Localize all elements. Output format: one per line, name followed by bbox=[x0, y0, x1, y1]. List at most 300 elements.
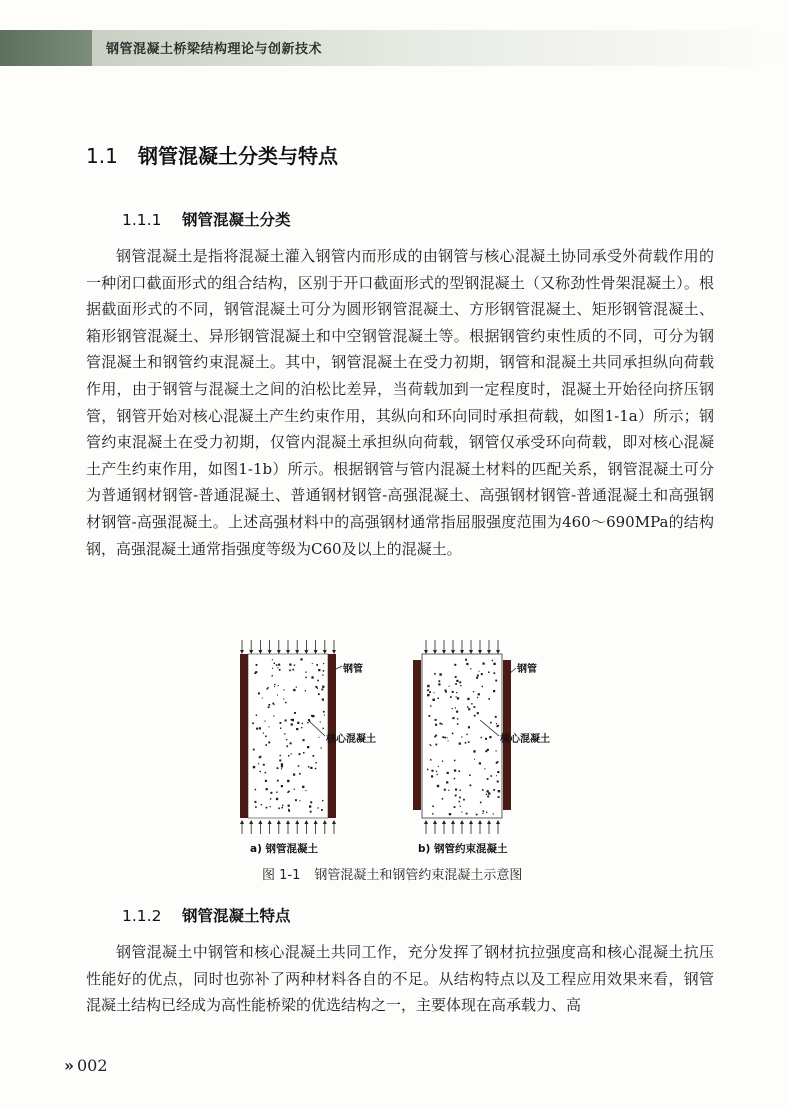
aggregate-dot bbox=[265, 721, 266, 722]
aggregate-dot bbox=[465, 742, 467, 744]
aggregate-dot bbox=[310, 801, 312, 803]
figure-1-1 bbox=[222, 640, 582, 880]
aggregate-dot bbox=[278, 664, 280, 666]
aggregate-dot bbox=[317, 807, 318, 808]
label-core-a: 核心混凝土 bbox=[326, 734, 376, 745]
aggregate-dot bbox=[285, 702, 287, 704]
steel-tube-left-b bbox=[413, 660, 421, 810]
load-arrows-bottom-b bbox=[426, 822, 498, 834]
aggregate-dot bbox=[460, 685, 461, 686]
subsection-heading-2 bbox=[122, 904, 291, 926]
aggregate-dot bbox=[427, 769, 429, 771]
aggregate-dot bbox=[252, 722, 254, 724]
aggregate-dot bbox=[487, 778, 489, 780]
aggregate-dot bbox=[467, 706, 469, 708]
aggregate-dot bbox=[474, 759, 475, 760]
aggregate-dot bbox=[454, 769, 456, 771]
aggregate-dot bbox=[476, 677, 478, 679]
aggregate-dot bbox=[457, 723, 459, 725]
subsection-number-1: 1.1.1 bbox=[122, 211, 162, 229]
aggregate-dot bbox=[306, 790, 307, 791]
aggregate-dot bbox=[485, 738, 487, 740]
aggregate-dot bbox=[477, 675, 479, 677]
aggregate-dot bbox=[272, 659, 273, 660]
aggregate-dot bbox=[315, 762, 316, 763]
aggregate-dot bbox=[281, 763, 283, 765]
aggregate-dot bbox=[280, 722, 282, 724]
aggregate-dot bbox=[323, 711, 325, 713]
aggregate-dot bbox=[493, 789, 495, 791]
aggregate-dot bbox=[463, 799, 465, 801]
aggregate-dot bbox=[285, 720, 287, 722]
aggregate-dot bbox=[253, 749, 255, 751]
aggregate-dot bbox=[448, 790, 449, 791]
aggregate-dot bbox=[265, 744, 267, 746]
aggregate-dot bbox=[452, 708, 453, 709]
aggregate-dot bbox=[286, 745, 288, 747]
aggregate-dot bbox=[280, 755, 281, 756]
aggregate-dot bbox=[459, 743, 461, 745]
aggregate-dot bbox=[283, 698, 284, 699]
aggregate-dot bbox=[454, 806, 456, 808]
aggregate-dot bbox=[482, 789, 484, 791]
aggregate-dot bbox=[432, 813, 433, 814]
aggregate-dot bbox=[489, 736, 491, 738]
aggregate-dot bbox=[315, 768, 317, 770]
aggregate-dot bbox=[305, 677, 307, 679]
aggregate-dot bbox=[258, 692, 260, 694]
aggregate-dot bbox=[456, 692, 457, 693]
aggregate-dot bbox=[307, 746, 309, 748]
aggregate-dot bbox=[255, 671, 257, 673]
core-concrete-a bbox=[248, 654, 328, 818]
aggregate-dot bbox=[488, 792, 490, 794]
aggregate-dot bbox=[459, 797, 461, 799]
aggregate-dot bbox=[486, 794, 487, 795]
aggregate-dot bbox=[473, 750, 475, 752]
aggregate-dot bbox=[483, 663, 485, 665]
aggregate-dot bbox=[454, 778, 456, 780]
load-arrows-bottom-a bbox=[242, 822, 334, 834]
aggregate-dot bbox=[490, 722, 492, 724]
aggregate-dot bbox=[498, 790, 500, 792]
load-arrows-top-b bbox=[426, 640, 498, 652]
aggregate-dot bbox=[316, 664, 318, 666]
aggregate-dot bbox=[276, 792, 277, 793]
subcaption-b: b) 钢管约束混凝土 bbox=[418, 843, 508, 855]
aggregate-dot bbox=[296, 687, 297, 688]
aggregate-dot bbox=[323, 670, 325, 672]
aggregate-dot bbox=[456, 696, 457, 697]
aggregate-dot bbox=[439, 723, 441, 725]
aggregate-dot bbox=[459, 801, 461, 803]
aggregate-dot bbox=[256, 715, 257, 716]
aggregate-dot bbox=[270, 798, 271, 799]
aggregate-dot bbox=[483, 810, 485, 812]
aggregate-dot bbox=[259, 757, 261, 759]
aggregate-dot bbox=[303, 752, 305, 754]
aggregate-dot bbox=[305, 690, 306, 691]
aggregate-dot bbox=[496, 750, 497, 751]
aggregate-dot bbox=[444, 737, 446, 739]
page-footer bbox=[64, 1056, 108, 1075]
aggregate-dot bbox=[310, 811, 312, 813]
aggregate-dot bbox=[286, 739, 287, 740]
aggregate-dot bbox=[289, 670, 291, 672]
aggregate-dot bbox=[288, 805, 290, 807]
aggregate-dot bbox=[313, 755, 315, 757]
aggregate-dot bbox=[258, 763, 259, 764]
aggregate-dot bbox=[321, 689, 323, 691]
aggregate-dot bbox=[458, 770, 460, 772]
aggregate-dot bbox=[318, 669, 320, 671]
aggregate-dot bbox=[454, 664, 456, 666]
aggregate-dot bbox=[272, 675, 273, 676]
aggregate-dot bbox=[452, 733, 454, 735]
aggregate-dot bbox=[466, 813, 468, 815]
aggregate-dot bbox=[476, 814, 478, 816]
aggregate-dot bbox=[291, 723, 293, 725]
aggregate-dot bbox=[272, 703, 274, 705]
aggregate-dot bbox=[312, 663, 313, 664]
aggregate-dot bbox=[292, 669, 294, 671]
aggregate-dot bbox=[278, 685, 279, 686]
aggregate-dot bbox=[466, 734, 467, 735]
aggregate-dot bbox=[473, 691, 474, 692]
aggregate-dot bbox=[467, 698, 469, 700]
label-tube-a: 钢管 bbox=[343, 664, 363, 675]
aggregate-dot bbox=[277, 667, 278, 668]
aggregate-dot bbox=[294, 712, 296, 714]
aggregate-dot bbox=[452, 691, 454, 693]
aggregate-dot bbox=[474, 715, 476, 717]
aggregate-dot bbox=[317, 680, 319, 682]
aggregate-dot bbox=[460, 806, 461, 807]
aggregate-dot bbox=[455, 676, 457, 678]
aggregate-dot bbox=[429, 691, 431, 693]
aggregate-dot bbox=[439, 673, 441, 675]
aggregate-dot bbox=[298, 765, 300, 767]
aggregate-dot bbox=[256, 728, 258, 730]
aggregate-dot bbox=[457, 718, 458, 719]
aggregate-dot bbox=[496, 723, 497, 724]
aggregate-dot bbox=[468, 741, 470, 743]
aggregate-dot bbox=[488, 672, 490, 674]
diagram-concrete-filled-tube bbox=[240, 640, 376, 855]
aggregate-dot bbox=[497, 771, 499, 773]
aggregate-dot bbox=[492, 660, 493, 661]
aggregate-dot bbox=[272, 668, 273, 669]
aggregate-dot bbox=[291, 753, 292, 754]
aggregate-dot bbox=[468, 726, 470, 728]
aggregate-dot bbox=[459, 681, 461, 683]
aggregate-dot bbox=[445, 689, 447, 691]
aggregate-dot bbox=[309, 805, 311, 807]
aggregate-dot bbox=[497, 781, 499, 783]
double-chevron-icon: » bbox=[64, 1056, 71, 1075]
aggregate-dot bbox=[274, 684, 275, 685]
subcaption-a: a) 钢管混凝土 bbox=[250, 843, 319, 855]
aggregate-dot bbox=[320, 721, 321, 722]
label-core-b: 核心混凝土 bbox=[500, 734, 550, 745]
aggregate-dot bbox=[452, 717, 454, 719]
aggregate-dot bbox=[493, 690, 495, 692]
aggregate-dot bbox=[455, 796, 456, 797]
aggregate-dot bbox=[466, 663, 468, 665]
aggregate-dot bbox=[317, 688, 318, 689]
aggregate-dot bbox=[429, 715, 431, 717]
aggregate-dot bbox=[270, 792, 272, 794]
figure-caption-label: 图 1-1 bbox=[262, 868, 301, 883]
aggregate-dot bbox=[299, 800, 300, 801]
section-heading bbox=[86, 140, 338, 169]
aggregate-dot bbox=[498, 796, 500, 798]
aggregate-dot bbox=[430, 759, 432, 761]
aggregate-dot bbox=[444, 789, 446, 791]
aggregate-dot bbox=[432, 806, 434, 808]
aggregate-dot bbox=[260, 771, 261, 772]
aggregate-dot bbox=[288, 809, 290, 811]
aggregate-dot bbox=[496, 775, 497, 776]
section-number: 1.1 bbox=[86, 144, 118, 168]
aggregate-dot bbox=[274, 704, 275, 705]
aggregate-dot bbox=[281, 807, 283, 809]
aggregate-dot bbox=[448, 740, 449, 741]
aggregate-dot bbox=[477, 697, 478, 698]
aggregate-dot bbox=[281, 768, 282, 769]
aggregate-dot bbox=[446, 781, 448, 783]
aggregate-dot bbox=[279, 669, 281, 671]
aggregate-dot bbox=[295, 799, 297, 801]
aggregate-dot bbox=[294, 789, 295, 790]
aggregate-dot bbox=[441, 723, 443, 725]
aggregate-dot bbox=[299, 753, 301, 755]
aggregate-dot bbox=[262, 698, 263, 699]
aggregate-dot bbox=[276, 798, 278, 800]
aggregate-dot bbox=[322, 674, 323, 675]
aggregate-dot bbox=[430, 705, 431, 706]
aggregate-dot bbox=[268, 742, 270, 744]
aggregate-dot bbox=[442, 736, 444, 738]
diagram-tube-confined-concrete bbox=[413, 640, 550, 855]
aggregate-dot bbox=[456, 711, 458, 713]
aggregate-dot bbox=[266, 688, 267, 689]
aggregate-dot bbox=[435, 719, 437, 721]
aggregate-dot bbox=[255, 806, 257, 808]
aggregate-dot bbox=[470, 668, 471, 669]
aggregate-dot bbox=[470, 785, 472, 787]
aggregate-dot bbox=[310, 767, 312, 769]
aggregate-dot bbox=[433, 699, 435, 701]
aggregate-dot bbox=[300, 658, 302, 660]
aggregate-dot bbox=[274, 686, 275, 687]
aggregate-dot bbox=[468, 708, 470, 710]
aggregate-dot bbox=[265, 780, 267, 782]
aggregate-dot bbox=[311, 676, 313, 678]
aggregate-dot bbox=[293, 774, 295, 776]
aggregate-dot bbox=[435, 744, 437, 746]
aggregate-dot bbox=[477, 712, 479, 714]
body-paragraph-classification: 钢管混凝土是指将混凝土灌入钢管内而形成的由钢管与核心混凝土协同承受外荷载作用的一种闭口截面形式的组合结构，区别于开口截面形式的型钢混凝土（又称劲性骨架混凝土）。根据截面形式的不同，钢管混凝土可分为圆形钢管混凝土、方形钢管混凝土、矩形钢管混凝土、箱形钢管混凝土、异形钢管混凝土和中空钢管混凝土等。根据钢管约束性质的不同，可分为钢管混凝土和钢管约束混凝土。其中，钢管混凝土在受力初期，钢管和混凝土共同承担纵向荷载作用，由于钢管与混凝土之间的泊松比差异，当荷载加到一定程度时，混凝土开始径向挤压钢管，钢管开始对核心混凝土产生约束作用，其纵向和环向同时承担荷载，如图1-1a）所示；钢管约束混凝土在受力初期，仅管内混凝土承担纵向荷载，钢管仅承受环向荷载，即对核心混凝土产生约束作用，如图1-1b）所示。根据钢管与管内混凝土材料的匹配关系，钢管混凝土可分为普通钢材钢管-普通混凝土、普通钢材钢管-高强混凝土、高强钢材钢管-普通混凝土和高强钢材钢管-高强混凝土。上述高强材料中的高强钢材通常指屈服强度范围为460～690MPa的结构钢，高强混凝土通常指强度等级为C60及以上的混凝土。 bbox=[86, 247, 714, 558]
aggregate-dot bbox=[493, 663, 495, 665]
aggregate-dot bbox=[265, 772, 267, 774]
aggregate-dot bbox=[288, 755, 290, 757]
aggregate-dot bbox=[474, 706, 476, 708]
subsection-number-2: 1.1.2 bbox=[122, 907, 162, 925]
aggregate-dot bbox=[296, 728, 298, 730]
aggregate-dot bbox=[486, 812, 487, 813]
aggregate-dot bbox=[268, 706, 270, 708]
aggregate-dot bbox=[307, 722, 308, 723]
aggregate-dot bbox=[478, 693, 480, 695]
aggregate-dot bbox=[429, 744, 430, 745]
aggregate-dot bbox=[471, 703, 472, 704]
aggregate-dot bbox=[299, 773, 301, 775]
aggregate-dot bbox=[277, 780, 279, 782]
aggregate-dot bbox=[479, 762, 481, 764]
aggregate-dot bbox=[322, 699, 324, 701]
label-tube-b: 钢管 bbox=[517, 664, 537, 675]
aggregate-dot bbox=[431, 775, 433, 777]
aggregate-dot bbox=[456, 680, 458, 682]
aggregate-dot bbox=[281, 766, 283, 768]
aggregate-dot bbox=[253, 766, 255, 768]
aggregate-dot bbox=[254, 801, 256, 803]
aggregate-dot bbox=[318, 737, 319, 738]
aggregate-dot bbox=[455, 789, 457, 791]
aggregate-dot bbox=[427, 694, 429, 696]
aggregate-dot bbox=[434, 673, 436, 675]
section-title: 钢管混凝土分类与特点 bbox=[138, 144, 338, 168]
aggregate-dot bbox=[436, 771, 437, 772]
aggregate-dot bbox=[289, 664, 291, 666]
aggregate-dot bbox=[270, 806, 271, 807]
aggregate-dot bbox=[450, 696, 452, 698]
aggregate-dot bbox=[305, 672, 306, 673]
aggregate-dot bbox=[479, 671, 480, 672]
subsection-heading-1 bbox=[122, 208, 291, 230]
aggregate-dot bbox=[256, 664, 258, 666]
aggregate-dot bbox=[442, 798, 444, 800]
aggregate-dot bbox=[454, 760, 456, 762]
aggregate-dot bbox=[496, 726, 498, 728]
aggregate-dot bbox=[290, 742, 292, 744]
aggregate-dot bbox=[322, 686, 324, 688]
aggregate-dot bbox=[281, 785, 283, 787]
aggregate-dot bbox=[266, 807, 268, 809]
aggregate-dot bbox=[274, 663, 275, 664]
aggregate-dot bbox=[481, 673, 483, 675]
aggregate-dot bbox=[297, 722, 299, 724]
aggregate-dot bbox=[481, 737, 482, 738]
aggregate-dot bbox=[437, 785, 439, 787]
aggregate-dot bbox=[480, 802, 482, 804]
aggregate-dot bbox=[302, 723, 303, 724]
aggregate-dot bbox=[322, 800, 323, 801]
aggregate-dot bbox=[438, 680, 440, 682]
figure-caption bbox=[262, 864, 522, 883]
aggregate-dot bbox=[469, 775, 471, 777]
aggregate-dot bbox=[293, 689, 295, 691]
aggregate-dot bbox=[284, 733, 285, 734]
aggregate-dot bbox=[449, 813, 451, 815]
aggregate-dot bbox=[435, 724, 437, 726]
aggregate-dot bbox=[292, 719, 294, 721]
aggregate-dot bbox=[495, 716, 497, 718]
aggregate-dot bbox=[442, 761, 443, 762]
aggregate-dot bbox=[259, 727, 261, 729]
aggregate-dot bbox=[493, 813, 494, 814]
aggregate-dot bbox=[490, 775, 492, 777]
aggregate-dot bbox=[428, 689, 429, 690]
aggregate-dot bbox=[431, 770, 433, 772]
aggregate-dot bbox=[276, 664, 278, 666]
aggregate-dot bbox=[488, 698, 490, 700]
aggregate-dot bbox=[255, 789, 257, 791]
aggregate-dot bbox=[438, 766, 439, 767]
aggregate-dot bbox=[438, 698, 440, 700]
aggregate-dot bbox=[434, 692, 435, 693]
aggregate-dot bbox=[434, 736, 436, 738]
aggregate-dot bbox=[269, 726, 270, 727]
aggregate-dot bbox=[494, 672, 496, 674]
header-dark-block bbox=[0, 30, 92, 66]
aggregate-dot bbox=[321, 809, 323, 811]
aggregate-dot bbox=[318, 693, 320, 695]
aggregate-dot bbox=[324, 715, 325, 716]
aggregate-dot bbox=[487, 796, 489, 798]
aggregate-dot bbox=[438, 683, 440, 685]
aggregate-dot bbox=[263, 764, 265, 766]
aggregate-dot bbox=[455, 683, 457, 685]
aggregate-dot bbox=[437, 774, 438, 775]
aggregate-dot bbox=[287, 780, 289, 782]
aggregate-dot bbox=[273, 715, 274, 716]
load-arrows-top-a bbox=[242, 640, 334, 652]
aggregate-dot bbox=[294, 665, 295, 666]
aggregate-dot bbox=[277, 695, 278, 696]
aggregate-dot bbox=[449, 686, 450, 687]
aggregate-dot bbox=[484, 768, 485, 769]
aggregate-dot bbox=[311, 715, 313, 717]
aggregate-dot bbox=[461, 812, 462, 813]
subsection-title-2: 钢管混凝土特点 bbox=[182, 907, 291, 925]
aggregate-dot bbox=[280, 728, 281, 729]
subsection-title-1: 钢管混凝土分类 bbox=[182, 211, 291, 229]
aggregate-dot bbox=[288, 791, 290, 793]
aggregate-dot bbox=[321, 748, 322, 749]
aggregate-dot bbox=[301, 727, 302, 728]
aggregate-dot bbox=[323, 663, 324, 664]
aggregate-dot bbox=[279, 760, 281, 762]
running-header-title: 钢管混凝土桥梁结构理论与创新技术 bbox=[106, 42, 323, 57]
aggregate-dot bbox=[302, 786, 304, 788]
aggregate-dot bbox=[487, 790, 489, 792]
aggregate-dot bbox=[427, 685, 429, 687]
aggregate-dot bbox=[266, 788, 268, 790]
figure-caption-text: 钢管混凝土和钢管约束混凝土示意图 bbox=[314, 868, 523, 883]
page-number: 002 bbox=[77, 1056, 108, 1075]
aggregate-dot bbox=[277, 767, 279, 769]
aggregate-dot bbox=[465, 659, 467, 661]
aggregate-dot bbox=[461, 736, 462, 737]
aggregate-dot bbox=[278, 808, 280, 810]
aggregate-dot bbox=[447, 737, 448, 738]
aggregate-dot bbox=[460, 790, 461, 791]
aggregate-dot bbox=[455, 707, 456, 708]
aggregate-dot bbox=[457, 697, 459, 699]
steel-tube-left-a bbox=[240, 654, 248, 818]
